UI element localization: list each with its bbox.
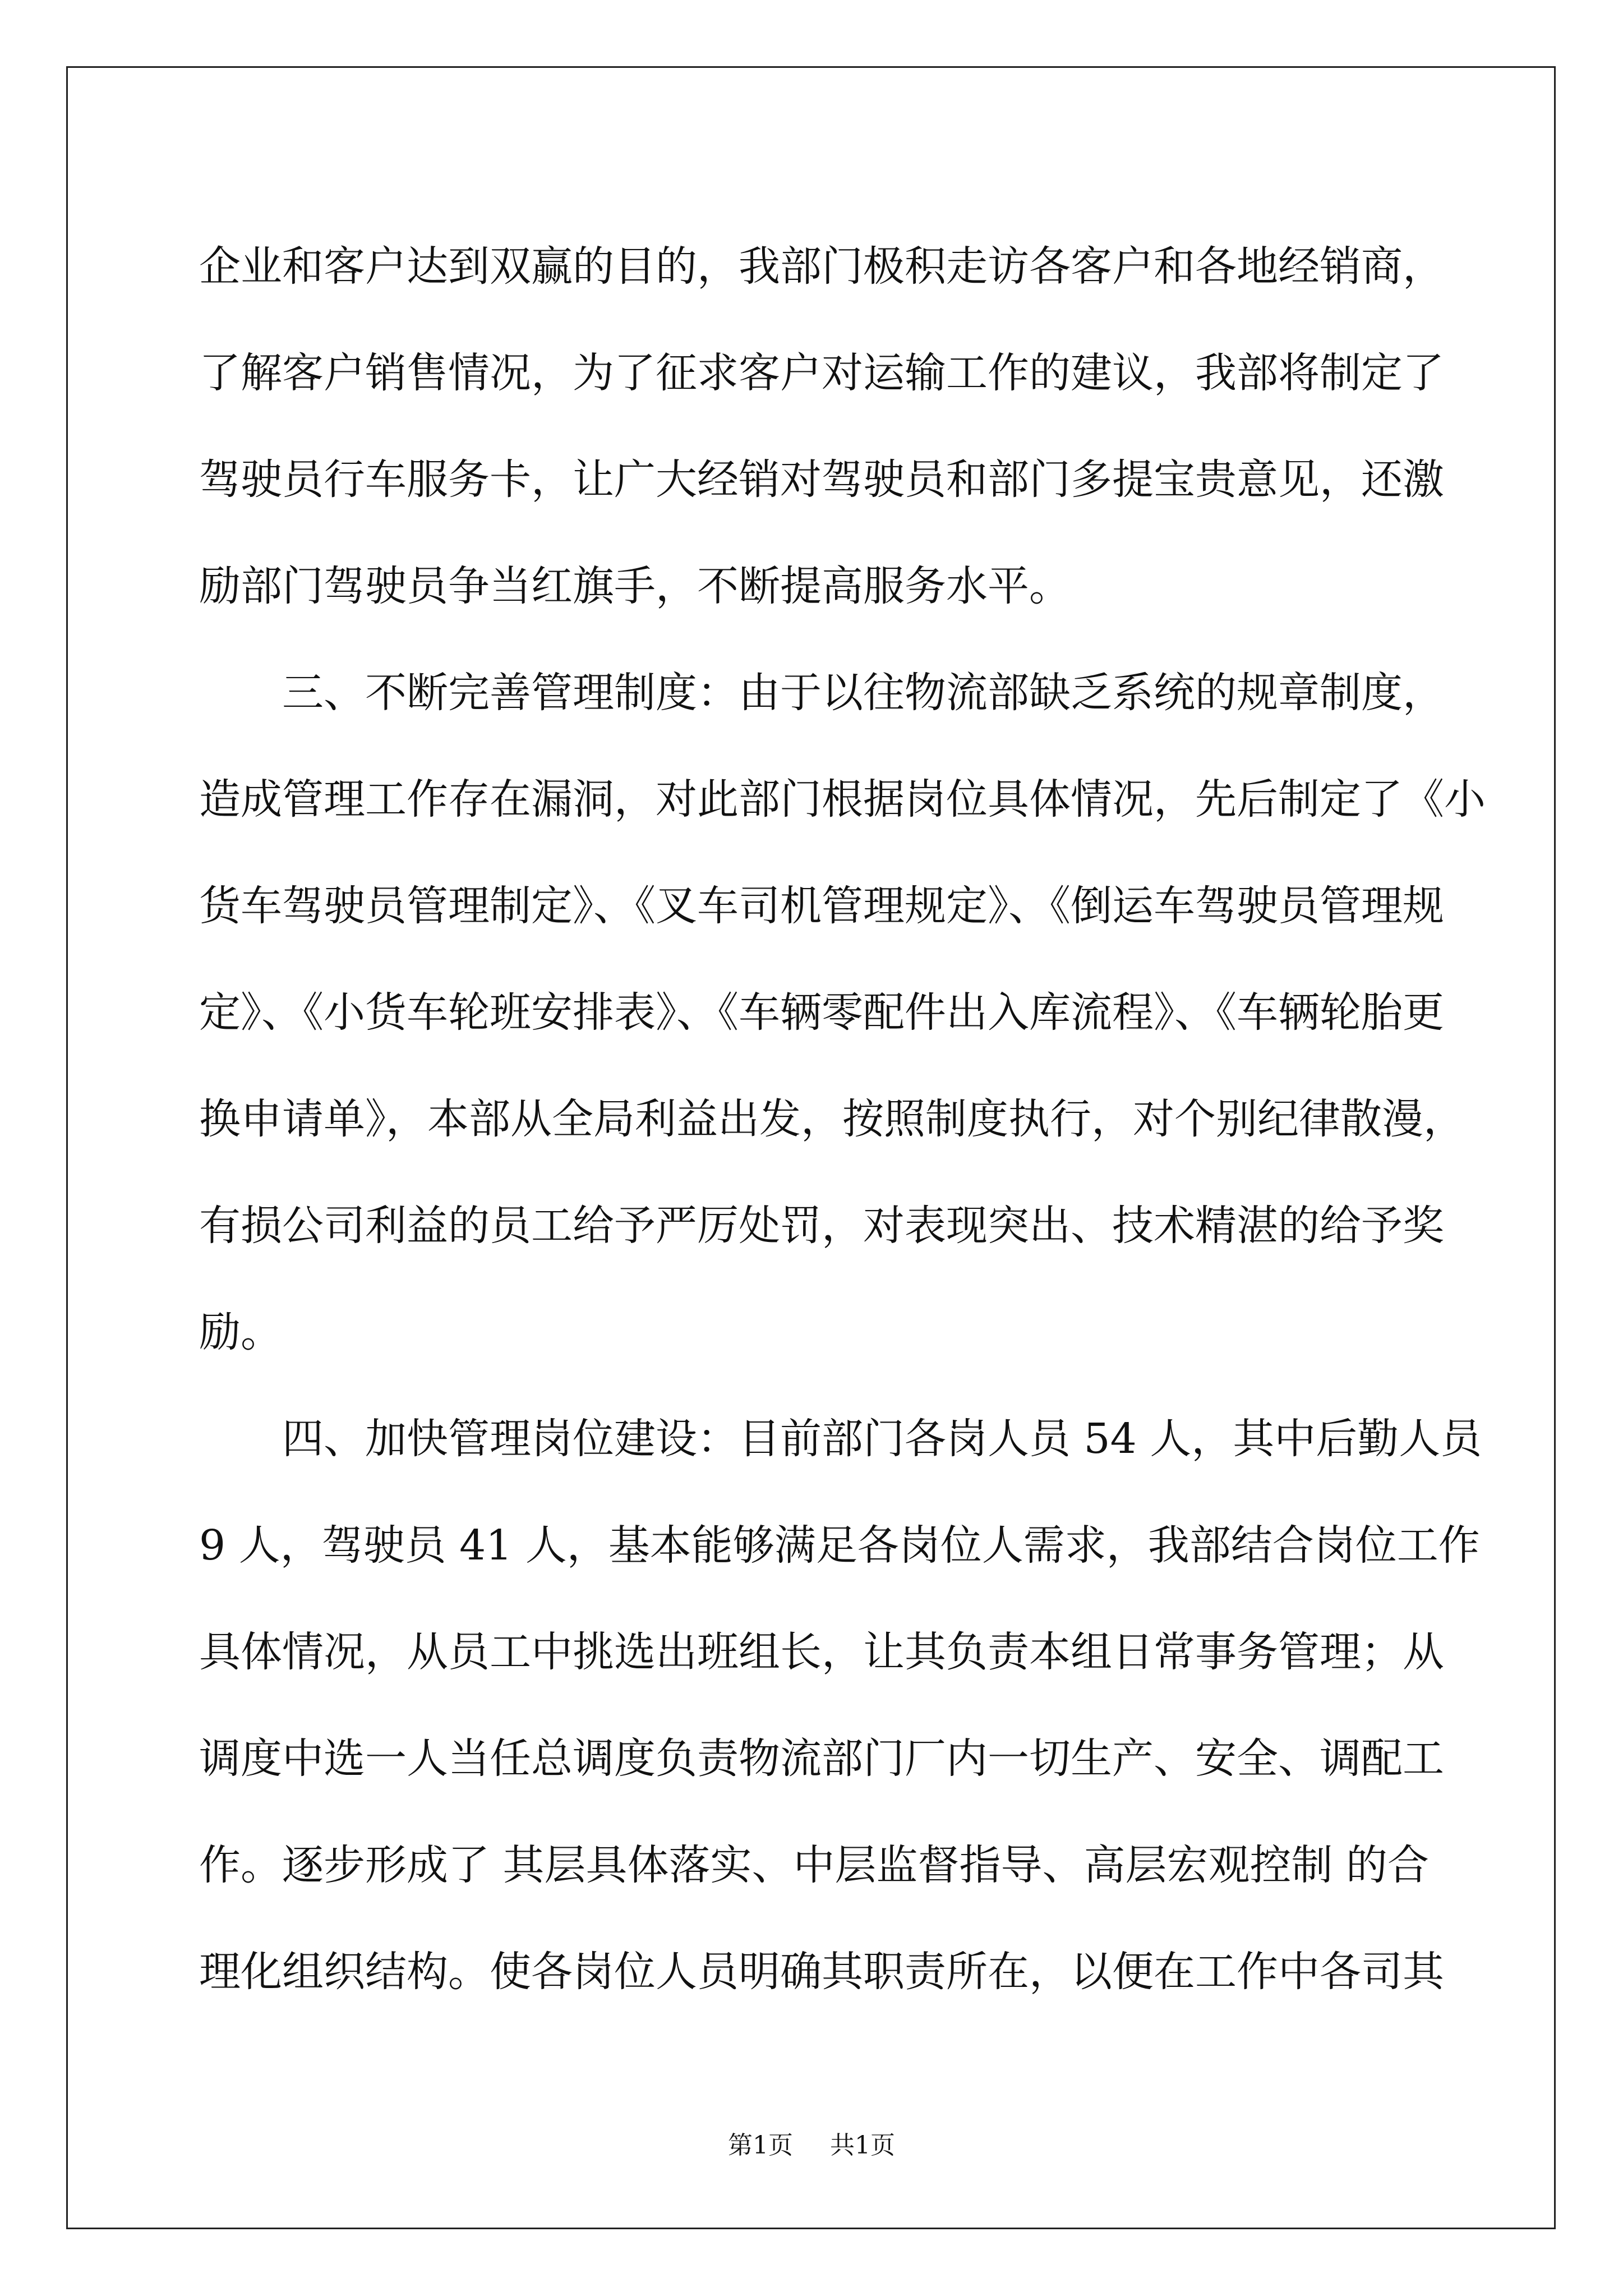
text-line: 励。 <box>199 1308 282 1356</box>
page-number: 第1页 <box>728 2131 793 2160</box>
text-line: 有损公司利益的员工给予严厉处罚，对表现突出、技术精湛的给予奖 <box>199 1202 1444 1250</box>
section-heading-line: 四、加快管理岗位建设：目前部门各岗人员 54 人，其中后勤人员 <box>282 1415 1482 1463</box>
text-line: 驾驶员行车服务卡，让广大经销对驾驶员和部门多提宝贵意见，还激 <box>199 455 1444 504</box>
text-line: 具体情况，从员工中挑选出班组长，让其负责本组日常事务管理；从 <box>199 1628 1444 1676</box>
text-line: 货车驾驶员管理制定》、《叉车司机管理规定》、《倒运车驾驶员管理规 <box>199 882 1444 930</box>
text-line: 9 人，驾驶员 41 人，基本能够满足各岗位人需求，我部结合岗位工作 <box>199 1521 1480 1570</box>
text-line: 造成管理工作存在漏洞，对此部门根据岗位具体情况，先后制定了《小 <box>199 775 1486 823</box>
text-line: 换申请单》，本部从全局利益出发，按照制度执行，对个别纪律散漫， <box>199 1095 1465 1143</box>
section-heading-line: 三、不断完善管理制度：由于以往物流部缺乏系统的规章制度， <box>282 669 1444 717</box>
text-line: 作。逐步形成了 其层具体落实、中层监督指导、高层宏观控制 的合 <box>199 1841 1430 1889</box>
page-total: 共1页 <box>830 2131 895 2160</box>
document-body <box>199 213 1486 2025</box>
text-line: 理化组织结构。使各岗位人员明确其职责所在，以便在工作中各司其 <box>199 1948 1444 1996</box>
text-line: 调度中选一人当任总调度负责物流部门厂内一切生产、安全、调配工 <box>199 1734 1444 1783</box>
page-footer <box>0 2129 1623 2162</box>
text-line: 励部门驾驶员争当红旗手，不断提高服务水平。 <box>199 562 1071 610</box>
text-line: 了解客户销售情况，为了征求客户对运输工作的建议，我部将制定了 <box>199 349 1444 397</box>
text-line: 定》、《小货车轮班安排表》、《车辆零配件出入库流程》、《车辆轮胎更 <box>199 988 1444 1037</box>
text-line: 企业和客户达到双赢的目的，我部门极积走访各客户和各地经销商， <box>199 242 1444 291</box>
